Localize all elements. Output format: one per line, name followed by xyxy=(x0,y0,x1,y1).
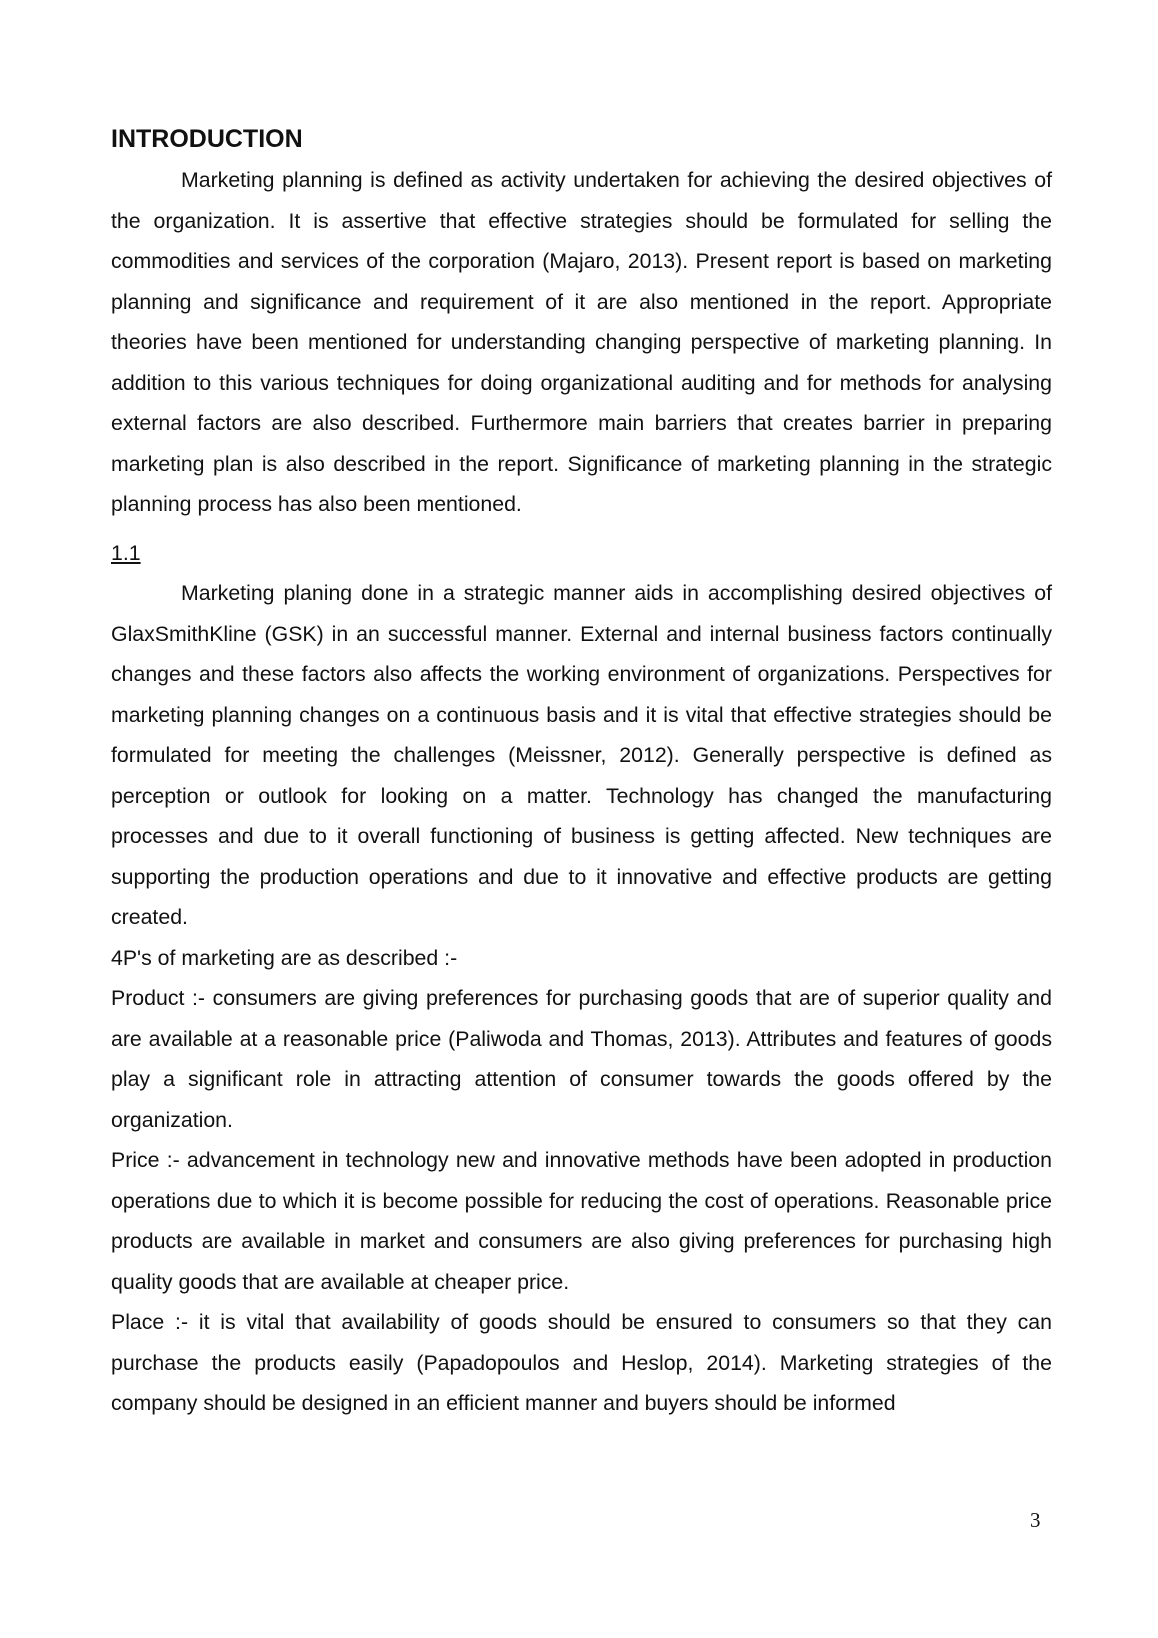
section-paragraph: Marketing planing done in a strategic manner aids in accomplishing desired objectives of GlaxSmithKline (GSK) in an successful manner. External and internal business factors continually changes and these factors also affects the working environment of organizations. Perspectives for marketing planning changes on a continuous basis and it is vital that effective strategies should be formulated for meeting the challenges (Meissner, 2012). Generally perspective is defined as perception or outlook for looking on a matter. Technology has changed the manufacturing processes and due to it overall functioning of business is getting affected. New techniques are supporting the production operations and due to it innovative and effective products are getting created. xyxy=(111,581,1052,929)
document-page xyxy=(111,116,1052,1424)
page-number: 3 xyxy=(1030,1508,1041,1532)
section-heading: INTRODUCTION xyxy=(111,125,303,153)
place-paragraph: Place :- it is vital that availability of goods should be ensured to consumers so that they can purchase the products easily (Papadopoulos and Heslop, 2014). Marketing strategies of the company should be designed in an efficient manner and buyers should be informed xyxy=(111,1310,1052,1415)
price-paragraph: Price :- advancement in technology new and innovative methods have been adopted in production operations due to which it is become possible for reducing the cost of operations. Reasonable price products are available in market and consumers are also giving preferences for purchasing high quality goods that are available at cheaper price. xyxy=(111,1148,1052,1294)
fourps-intro-line: 4P's of marketing are as described :- xyxy=(111,945,458,970)
intro-paragraph: Marketing planning is defined as activity undertaken for achieving the desired objectives of the organization. It is assertive that effective strategies should be formulated for selling the commodities and services of the corporation (Majaro, 2013). Present report is based on marketing planning and significance and requirement of it are also mentioned in the report. Appropriate theories have been mentioned for understanding changing perspective of marketing planning. In addition to this various techniques for doing organizational auditing and for methods for analysing external factors are also described. Furthermore main barriers that creates barrier in preparing marketing plan is also described in the report. Significance of marketing planning in the strategic planning process has also been mentioned. xyxy=(111,168,1052,516)
section-number: 1.1 xyxy=(111,540,141,565)
product-paragraph: Product :- consumers are giving preferences for purchasing goods that are of superior quality and are available at a reasonable price (Paliwoda and Thomas, 2013). Attributes and features of goods play a significant role in attracting attention of consumer towards the goods offered by the organization. xyxy=(111,986,1052,1132)
